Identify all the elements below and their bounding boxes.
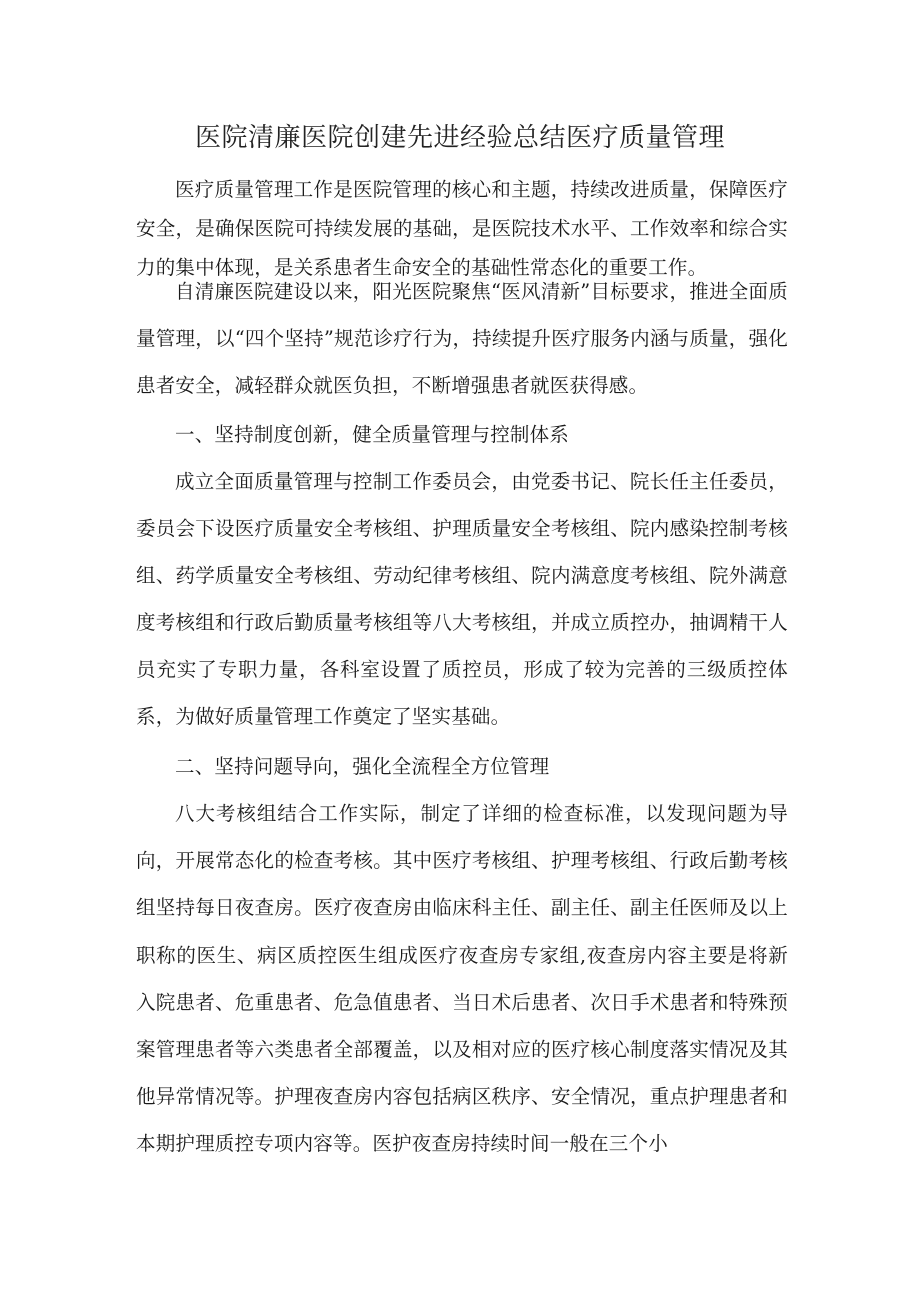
- overview-paragraph: 自清廉医院建设以来，阳光医院聚焦“医风清新”目标要求，推进全面质量管理，以“四个坚持”规范诊疗行为，持续提升医疗服务内涵与质量，强化患者安全，减轻群众就医负担，不断增强患者就医获得感。: [136, 280, 788, 397]
- section-2-body: 八大考核组结合工作实际，制定了详细的检查标准，以发现问题为导向，开展常态化的检查考核。其中医疗考核组、护理考核组、行政后勤考核组坚持每日夜查房。医疗夜查房由临床科主任、副主任、副主任医师及以上职称的医生、病区质控医生组成医疗夜查房专家组,夜查房内容主要是将新入院患者、危重患者、危急值患者、当日术后患者、次日手术患者和特殊预案管理患者等六类患者全部覆盖，以及相对应的医疗核心制度落实情况及其他异常情况等。护理夜查房内容包括病区秩序、安全情况，重点护理患者和本期护理质控专项内容等。医护夜查房持续时间一般在三个小: [136, 802, 788, 1156]
- document-title: 医院清廉医院创建先进经验总结医疗质量管理: [194, 123, 725, 153]
- intro-paragraph: 医疗质量管理工作是医院管理的核心和主题，持续改进质量，保障医疗安全，是确保医院可持续发展的基础，是医院技术水平、工作效率和综合实力的集中体现，是关系患者生命安全的基础性常态化的重要工作。: [136, 178, 788, 279]
- section-1-body: 成立全面质量管理与控制工作委员会，由党委书记、院长任主任委员，委员会下设医疗质量安全考核组、护理质量安全考核组、院内感染控制考核组、药学质量安全考核组、劳动纪律考核组、院内满意度考核组、院外满意度考核组和行政后勤质量考核组等八大考核组，并成立质控办，抽调精干人员充实了专职力量，各科室设置了质控员，形成了较为完善的三级质控体系，为做好质量管理工作奠定了坚实基础。: [136, 470, 788, 728]
- section-2-heading: 二、坚持问题导向，强化全流程全方位管理: [175, 755, 550, 778]
- section-1-heading: 一、坚持制度创新，健全质量管理与控制体系: [175, 423, 570, 446]
